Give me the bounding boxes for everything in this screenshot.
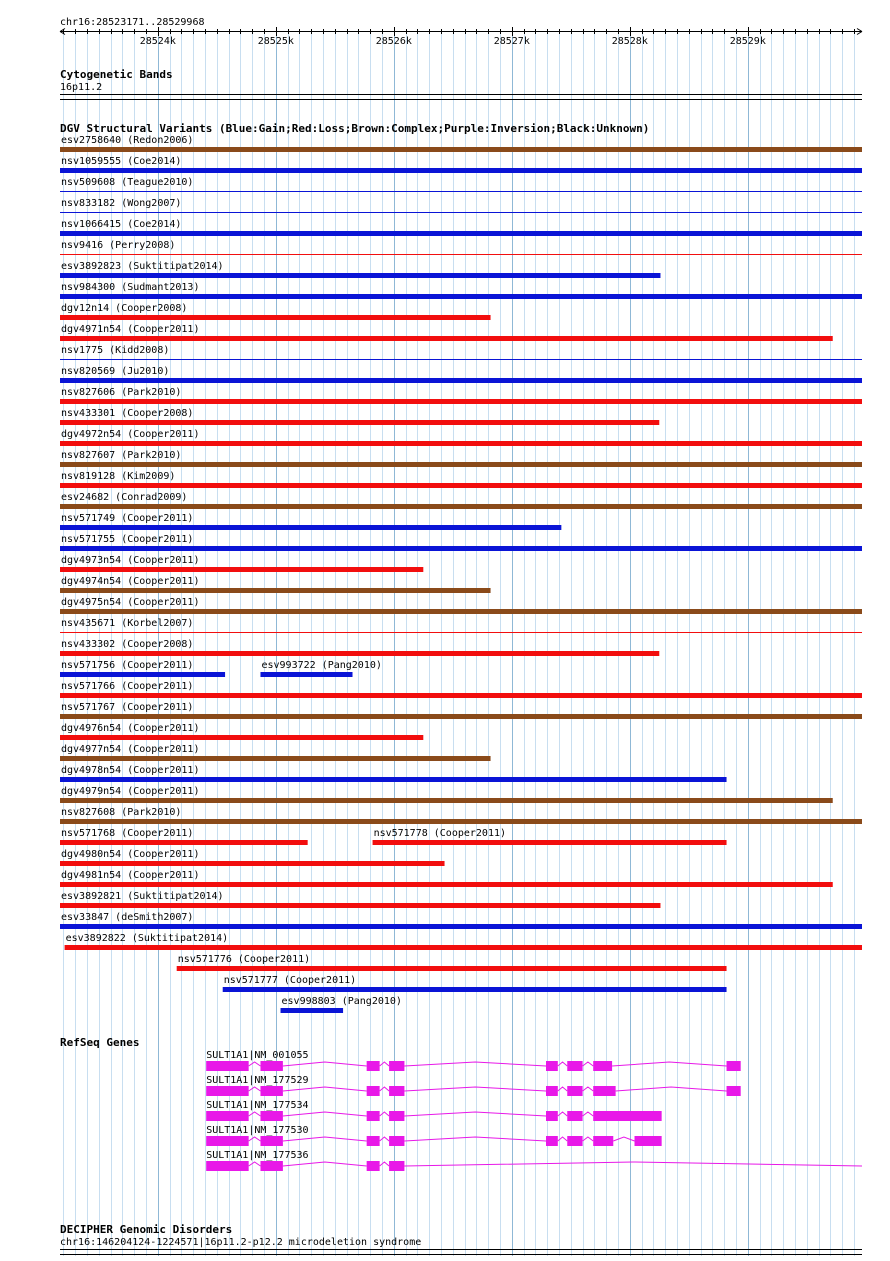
ruler-tick-label: 28528k — [611, 36, 648, 47]
gene-label: SULT1A1|NM_177534 — [206, 1100, 309, 1111]
variant-label: nsv571778 (Cooper2011) — [373, 828, 507, 839]
variant-label: esv2758640 (Redon2006) — [61, 135, 194, 146]
variant-label: nsv571756 (Cooper2011) — [61, 660, 194, 671]
ruler-marks — [60, 27, 862, 47]
variant-bar — [60, 840, 308, 845]
variant-label: dgv4977n54 (Cooper2011) — [61, 744, 200, 755]
gene-label: SULT1A1|NM_177530 — [206, 1125, 309, 1136]
variant-bar — [60, 924, 862, 929]
variant-label: nsv827607 (Park2010) — [61, 450, 182, 461]
gene-exon — [593, 1086, 615, 1096]
gene-exon — [206, 1061, 248, 1071]
gene-exon — [260, 1086, 282, 1096]
gene-exon — [206, 1161, 248, 1171]
gene-exon — [727, 1086, 741, 1096]
variant-bar — [60, 861, 445, 866]
variant-bar — [223, 987, 727, 992]
gene-exon — [367, 1111, 380, 1121]
ruler-tick-label: 28524k — [139, 36, 176, 47]
gene-label: SULT1A1|NM_001055 — [206, 1050, 309, 1061]
variant-label: nsv820569 (Ju2010) — [61, 366, 170, 377]
gene-exon — [260, 1111, 282, 1121]
variant-bar — [60, 693, 862, 698]
gene-label: SULT1A1|NM_177536 — [206, 1150, 309, 1161]
gene-exon — [567, 1111, 582, 1121]
variant-bar — [60, 756, 491, 761]
variant-bar — [60, 399, 862, 404]
gene-exon — [593, 1061, 612, 1071]
variant-label: dgv4971n54 (Cooper2011) — [61, 324, 200, 335]
variant-bar — [60, 903, 660, 908]
variant-label: nsv571749 (Cooper2011) — [61, 513, 194, 524]
variant-label: nsv435671 (Korbel2007) — [61, 618, 194, 629]
variant-label: nsv833182 (Wong2007) — [61, 198, 182, 209]
ruler-tick-label: 28525k — [257, 36, 294, 47]
variant-bar — [60, 273, 660, 278]
gene-exon — [206, 1136, 248, 1146]
variant-label: nsv1775 (Kidd2008) — [61, 345, 170, 356]
variant-label: esv3892821 (Suktitipat2014) — [61, 891, 224, 902]
dgv-track[interactable] — [60, 122, 862, 1013]
variant-bar — [60, 546, 862, 551]
variant-label: nsv571755 (Cooper2011) — [61, 534, 194, 545]
variant-bar — [60, 735, 423, 740]
variant-bar — [60, 168, 862, 173]
gene-label: SULT1A1|NM_177529 — [206, 1075, 309, 1086]
variant-bar — [60, 191, 862, 192]
variant-label: esv993722 (Pang2010) — [261, 660, 382, 671]
variant-bar — [60, 315, 491, 320]
variant-bar — [60, 378, 862, 383]
variant-bar — [60, 254, 862, 255]
variant-label: dgv4973n54 (Cooper2011) — [61, 555, 200, 566]
variant-label: dgv4972n54 (Cooper2011) — [61, 429, 200, 440]
variant-label: dgv4979n54 (Cooper2011) — [61, 786, 200, 797]
dgv-features — [60, 135, 862, 1013]
decipher-track[interactable] — [60, 1223, 862, 1255]
gene-exon — [567, 1136, 582, 1146]
variant-label: dgv4978n54 (Cooper2011) — [61, 765, 200, 776]
gene-exon — [546, 1111, 558, 1121]
variant-bar — [60, 462, 862, 467]
gene-exon — [389, 1136, 404, 1146]
variant-bar — [60, 525, 561, 530]
variant-label: nsv984300 (Sudmant2013) — [61, 282, 200, 293]
variant-bar — [60, 588, 491, 593]
variant-bar — [65, 945, 862, 950]
gene-exon — [367, 1161, 380, 1171]
variant-bar — [60, 651, 659, 656]
gene-exon — [635, 1136, 662, 1146]
variant-bar — [177, 966, 727, 971]
variant-label: esv3892823 (Suktitipat2014) — [61, 261, 224, 272]
variant-bar — [60, 714, 862, 719]
variant-label: dgv4981n54 (Cooper2011) — [61, 870, 200, 881]
variant-bar — [60, 441, 862, 446]
ruler — [60, 17, 862, 47]
variant-label: dgv12n14 (Cooper2008) — [61, 303, 188, 314]
gene-exon — [593, 1136, 613, 1146]
gene-exon — [367, 1061, 380, 1071]
variant-label: nsv9416 (Perry2008) — [61, 240, 176, 251]
variant-label: nsv819128 (Kim2009) — [61, 471, 176, 482]
gene-exon — [389, 1061, 404, 1071]
variant-label: nsv433302 (Cooper2008) — [61, 639, 194, 650]
cytoband-title: Cytogenetic Bands — [60, 68, 173, 81]
variant-bar — [60, 672, 225, 677]
ruler-tick-label: 28529k — [729, 36, 766, 47]
variant-bar — [60, 420, 659, 425]
gene-exon — [727, 1061, 741, 1071]
region-label: chr16:28523171..28529968 — [60, 17, 205, 28]
variant-label: nsv433301 (Cooper2008) — [61, 408, 194, 419]
variant-bar — [60, 819, 862, 824]
gene-exon — [260, 1061, 282, 1071]
refseq-track[interactable] — [60, 1036, 862, 1171]
cytoband-track[interactable] — [60, 68, 862, 100]
variant-label: nsv1059555 (Coe2014) — [61, 156, 182, 167]
gene-intron-line — [249, 1062, 727, 1066]
ruler-tick-label: 28527k — [493, 36, 530, 47]
variant-label: esv3892822 (Suktitipat2014) — [65, 933, 229, 944]
variant-bar — [60, 359, 862, 360]
variant-label: nsv571767 (Cooper2011) — [61, 702, 194, 713]
variant-bar — [60, 336, 833, 341]
gene-exon — [546, 1061, 558, 1071]
variant-label: esv998803 (Pang2010) — [281, 996, 402, 1007]
variant-bar — [60, 294, 862, 299]
variant-label: dgv4980n54 (Cooper2011) — [61, 849, 200, 860]
variant-label: nsv571777 (Cooper2011) — [223, 975, 357, 986]
variant-label: nsv827608 (Park2010) — [61, 807, 182, 818]
variant-bar — [60, 798, 833, 803]
variant-bar — [60, 212, 862, 213]
variant-bar — [60, 609, 862, 614]
variant-label: nsv571776 (Cooper2011) — [177, 954, 311, 965]
gene-exon — [367, 1086, 380, 1096]
variant-label: esv24682 (Conrad2009) — [61, 492, 188, 503]
gene-exon — [567, 1061, 582, 1071]
decipher-title: DECIPHER Genomic Disorders — [60, 1223, 233, 1236]
gene-exon — [206, 1111, 248, 1121]
variant-label: dgv4975n54 (Cooper2011) — [61, 597, 200, 608]
variant-label: nsv827606 (Park2010) — [61, 387, 182, 398]
gene-exon — [206, 1086, 248, 1096]
gene-exon — [389, 1111, 404, 1121]
gene-intron-line — [249, 1087, 727, 1091]
gene-exon — [389, 1086, 404, 1096]
variant-label: nsv1066415 (Coe2014) — [61, 219, 182, 230]
variant-bar — [60, 567, 423, 572]
gene-intron-line — [249, 1162, 862, 1166]
variant-bar — [373, 840, 727, 845]
variant-label: dgv4976n54 (Cooper2011) — [61, 723, 200, 734]
gene-exon — [367, 1136, 380, 1146]
variant-label: nsv509608 (Teague2010) — [61, 177, 194, 188]
gene-exon — [546, 1136, 558, 1146]
gene-exon — [567, 1086, 582, 1096]
variant-label: nsv571766 (Cooper2011) — [61, 681, 194, 692]
gene-exon — [260, 1161, 282, 1171]
variant-bar — [60, 147, 862, 152]
refseq-features — [206, 1050, 862, 1171]
refseq-title: RefSeq Genes — [60, 1036, 140, 1049]
variant-bar — [60, 504, 862, 509]
variant-bar — [60, 777, 727, 782]
gene-exon — [593, 1111, 661, 1121]
variant-label: esv33847 (deSmith2007) — [61, 912, 194, 923]
decipher-entry-label: chr16:146204124-1224571|16p11.2-p12.2 microdeletion syndrome — [60, 1237, 422, 1248]
gene-exon — [546, 1086, 558, 1096]
variant-label: nsv571768 (Cooper2011) — [61, 828, 194, 839]
ruler-tick-label: 28526k — [375, 36, 412, 47]
gene-exon — [260, 1136, 282, 1146]
cytoband-band-label: 16p11.2 — [60, 82, 103, 93]
variant-bar — [60, 632, 862, 633]
variant-bar — [281, 1008, 344, 1013]
variant-bar — [60, 882, 833, 887]
variant-bar — [60, 231, 862, 236]
gene-exon — [389, 1161, 404, 1171]
dgv-title: DGV Structural Variants (Blue:Gain;Red:Loss;Brown:Complex;Purple:Inversion;Black:Unknown) — [60, 122, 650, 135]
variant-label: dgv4974n54 (Cooper2011) — [61, 576, 200, 587]
variant-bar — [260, 672, 352, 677]
gene-intron-line — [249, 1112, 594, 1116]
variant-bar — [60, 483, 862, 488]
